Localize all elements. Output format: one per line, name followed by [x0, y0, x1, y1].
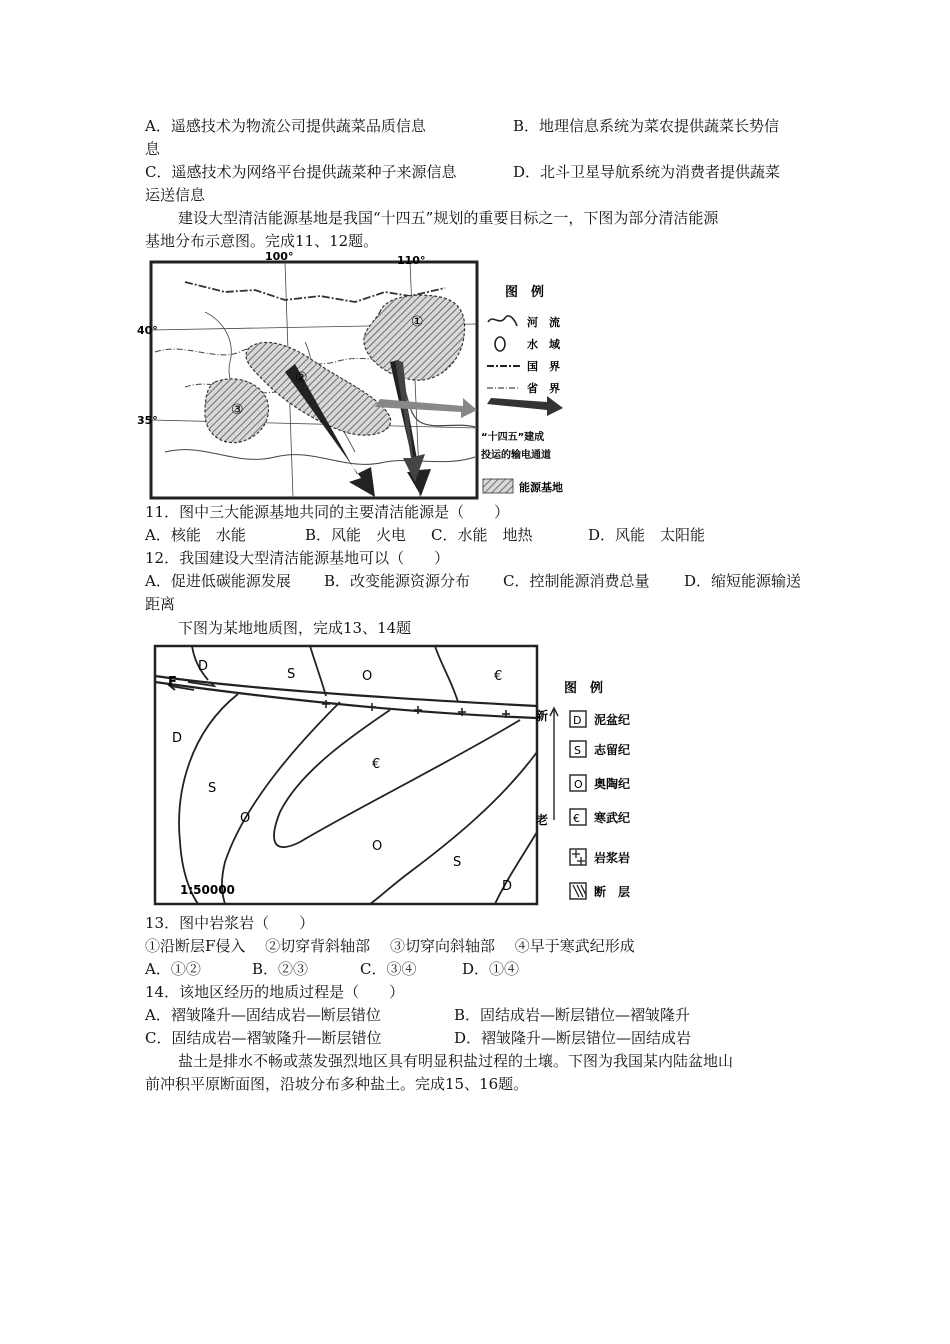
q11-option-c: C．水能 地热 — [431, 526, 533, 544]
q10-option-a: A．遥感技术为物流公司提供蔬菜品质信息 — [145, 117, 426, 135]
legend-channel-label1: “十四五”建成 — [481, 432, 545, 443]
q12-option-c: C．控制能源消费总量 — [503, 572, 650, 590]
stratum-o-north: O — [362, 669, 373, 684]
q10-option-d-cont: 运送信息 — [145, 186, 206, 204]
age-old-label: 老 — [536, 813, 549, 827]
legend-channel-label2: 投运的输电通道 — [481, 450, 551, 461]
legend-water-label: 水 域 — [527, 338, 560, 351]
q14-option-d: D．褶皱隆升—断层错位—固结成岩 — [454, 1029, 692, 1047]
legend-o-symbol: O — [574, 778, 583, 791]
fault-label: F — [168, 675, 177, 690]
q11-stem: 11．图中三大能源基地共同的主要清洁能源是（ ） — [145, 503, 510, 521]
q13-option-d: D．①④ — [462, 960, 520, 978]
q10-option-b: B．地理信息系统为菜农提供蔬菜长势信 — [513, 117, 780, 135]
geological-map — [150, 642, 645, 908]
q11-option-d: D．风能 太阳能 — [588, 526, 706, 544]
q10-option-b-cont: 息 — [145, 140, 161, 158]
lon-100-label: 100° — [265, 250, 294, 263]
legend-base-icon — [483, 479, 513, 493]
q13-stem: 13．图中岩浆岩（ ） — [145, 914, 315, 932]
map2-legend-title: 图 例 — [564, 681, 604, 696]
stratum-d-east: D — [502, 879, 513, 894]
lon-110-label: 110° — [397, 254, 426, 267]
intro-15-16-line1: 盐土是排水不畅或蒸发强烈地区具有明显积盐过程的土壤。下图为我国某内陆盆地山 — [178, 1052, 734, 1070]
legend-d-symbol: D — [573, 714, 582, 727]
scale-label: 1:50000 — [180, 883, 235, 897]
q14-option-a: A．褶皱隆升—固结成岩—断层错位 — [145, 1006, 381, 1024]
age-new-label: 新 — [536, 709, 549, 723]
intro-13-14: 下图为某地地质图，完成13、14题 — [178, 619, 412, 637]
q12-option-b: B．改变能源资源分布 — [324, 572, 471, 590]
legend-river-icon — [488, 316, 517, 326]
legend-channel-icon — [487, 396, 563, 416]
lat-35-label: 35° — [137, 414, 158, 427]
q13-statements: ①沿断层F侵入 ②切穿背斜轴部 ③切穿向斜轴部 ④早于寒武纪形成 — [145, 937, 635, 955]
legend-e-name: 寒武纪 — [594, 811, 631, 825]
q13-option-c: C．③④ — [360, 960, 417, 978]
intro-11-12-line1: 建设大型清洁能源基地是我国“十四五”规划的重要目标之一，下图为部分清洁能源 — [178, 209, 719, 227]
stratum-s-east: S — [453, 855, 462, 870]
legend-e-symbol: € — [573, 812, 580, 825]
stratum-d-south: D — [172, 731, 183, 746]
stratum-s-south: S — [208, 781, 217, 796]
q12-option-d-cont: 距离 — [145, 595, 176, 613]
q12-option-a: A．促进低碳能源发展 — [145, 572, 291, 590]
q14-option-b: B．固结成岩—断层错位—褶皱隆升 — [454, 1006, 691, 1024]
stratum-s-north: S — [287, 667, 296, 682]
legend-d-name: 泥盆纪 — [594, 713, 631, 727]
legend-s-symbol: S — [574, 744, 581, 757]
legend-border-label: 国 界 — [527, 360, 560, 373]
intro-15-16-line2: 前冲积平原断面图，沿坡分布多种盐土。完成15、16题。 — [145, 1075, 529, 1093]
map1-legend-title: 图 例 — [505, 285, 545, 300]
q12-option-d: D．缩短能源输送 — [684, 572, 802, 590]
energy-base-map — [137, 250, 585, 500]
intro-11-12-line2: 基地分布示意图。完成11、12题。 — [145, 232, 379, 250]
legend-o-name: 奥陶纪 — [594, 777, 631, 791]
stratum-e-north: € — [494, 669, 503, 684]
stratum-o-south: O — [240, 811, 251, 826]
legend-s-name: 志留纪 — [594, 743, 631, 757]
q13-option-a: A．①② — [145, 960, 201, 978]
stratum-e-core: € — [372, 757, 381, 772]
legend-base-label: 能源基地 — [519, 481, 563, 494]
lat-40-label: 40° — [137, 324, 158, 337]
base-3-label: ③ — [231, 402, 244, 418]
q11-option-b: B．风能 火电 — [305, 526, 407, 544]
base-2-label: ② — [295, 370, 308, 386]
legend-river-label: 河 流 — [527, 316, 560, 329]
q11-option-a: A．核能 水能 — [145, 526, 246, 544]
base-1-label: ① — [411, 314, 424, 330]
legend-fault-name: 断 层 — [594, 885, 631, 899]
q14-option-c: C．固结成岩—褶皱隆升—断层错位 — [145, 1029, 382, 1047]
legend-province-label: 省 界 — [527, 382, 560, 395]
q10-option-c: C．遥感技术为网络平台提供蔬菜种子来源信息 — [145, 163, 457, 181]
q10-option-d: D．北斗卫星导航系统为消费者提供蔬菜 — [513, 163, 781, 181]
legend-water-icon — [495, 337, 505, 351]
legend-magma-name: 岩浆岩 — [594, 851, 631, 865]
q12-stem: 12．我国建设大型清洁能源基地可以（ ） — [145, 549, 450, 567]
stratum-d-north: D — [198, 659, 209, 674]
stratum-o-east: O — [372, 839, 383, 854]
q14-stem: 14．该地区经历的地质过程是（ ） — [145, 983, 405, 1001]
legend-magma-box — [570, 849, 586, 865]
q13-option-b: B．②③ — [252, 960, 309, 978]
